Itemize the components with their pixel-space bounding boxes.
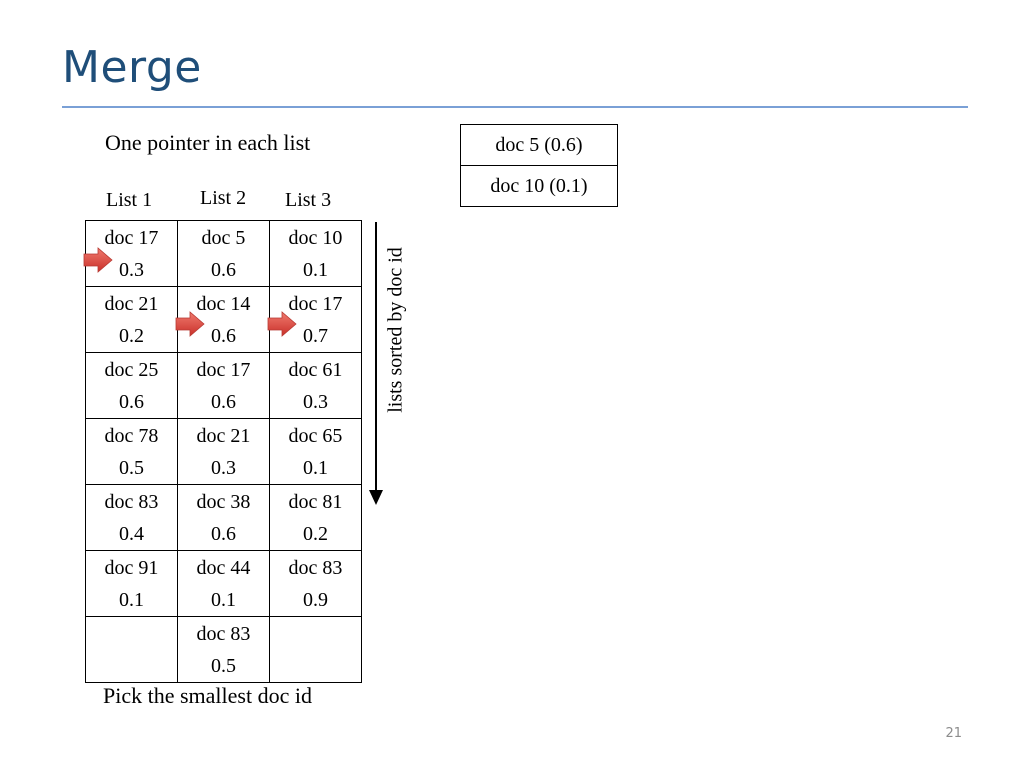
page-number: 21	[945, 726, 962, 741]
doc-id: doc 17	[104, 227, 159, 249]
list-3-cell	[270, 419, 362, 485]
result-item: doc 10 (0.1)	[461, 166, 618, 207]
doc-id: doc 17	[196, 359, 251, 381]
list-1-cell	[86, 419, 178, 485]
list-2-cell	[178, 617, 270, 683]
result-row	[461, 166, 618, 207]
posting-lists-table	[85, 220, 362, 683]
doc-id: doc 5	[201, 227, 246, 249]
doc-score: 0.5	[211, 655, 236, 677]
list-row	[86, 353, 362, 419]
list-1-cell	[86, 551, 178, 617]
list-2-cell	[178, 551, 270, 617]
doc-id: doc 78	[104, 425, 159, 447]
doc-id: doc 65	[288, 425, 343, 447]
doc-score: 0.1	[211, 589, 236, 611]
doc-id: doc 21	[196, 425, 251, 447]
doc-id: doc 25	[104, 359, 159, 381]
doc-score: 0.2	[119, 325, 144, 347]
doc-score: 0.1	[303, 259, 328, 281]
doc-id: doc 14	[196, 293, 251, 315]
result-list	[460, 124, 618, 207]
list-3-cell	[270, 221, 362, 287]
list-2-pointer-arrow-icon	[175, 311, 205, 337]
list-3-pointer-arrow-icon	[267, 311, 297, 337]
doc-score: 0.4	[119, 523, 144, 545]
list-3-cell	[270, 551, 362, 617]
slide-title: Merge	[62, 42, 202, 93]
list-1-cell	[86, 617, 178, 683]
doc-score: 0.3	[303, 391, 328, 413]
list-2-cell	[178, 353, 270, 419]
result-row	[461, 125, 618, 166]
doc-score: 0.1	[303, 457, 328, 479]
doc-id: doc 38	[196, 491, 251, 513]
doc-id: doc 10	[288, 227, 343, 249]
sorted-note: lists sorted by doc id	[384, 247, 407, 413]
doc-id: doc 83	[196, 623, 251, 645]
list-row	[86, 419, 362, 485]
list-3-cell	[270, 617, 362, 683]
list-2-cell	[178, 221, 270, 287]
result-item: doc 5 (0.6)	[461, 125, 618, 166]
doc-score: 0.6	[211, 259, 236, 281]
list-1-pointer-arrow-icon	[83, 247, 113, 273]
doc-score: 0.9	[303, 589, 328, 611]
list-row	[86, 551, 362, 617]
list-row	[86, 617, 362, 683]
doc-id: doc 17	[288, 293, 343, 315]
caption-top: One pointer in each list	[105, 130, 311, 155]
doc-id: doc 91	[104, 557, 159, 579]
doc-id: doc 44	[196, 557, 251, 579]
list-1-header: List 1	[106, 189, 153, 211]
doc-score: 0.5	[119, 457, 144, 479]
list-1-cell	[86, 287, 178, 353]
list-row	[86, 287, 362, 353]
list-row	[86, 221, 362, 287]
sort-direction-arrow-icon	[366, 222, 386, 506]
doc-score: 0.6	[211, 325, 236, 347]
doc-id: doc 83	[288, 557, 343, 579]
list-1-cell	[86, 353, 178, 419]
list-3-cell	[270, 353, 362, 419]
doc-score: 0.1	[119, 589, 144, 611]
doc-id: doc 21	[104, 293, 159, 315]
list-2-cell	[178, 485, 270, 551]
list-1-cell	[86, 485, 178, 551]
title-divider	[62, 106, 968, 108]
doc-score: 0.6	[211, 391, 236, 413]
caption-bottom: Pick the smallest doc id	[103, 683, 312, 708]
doc-score: 0.3	[119, 259, 144, 281]
doc-score: 0.7	[303, 325, 328, 347]
list-3-header: List 3	[285, 189, 332, 211]
doc-score: 0.3	[211, 457, 236, 479]
doc-id: doc 81	[288, 491, 343, 513]
list-3-cell	[270, 485, 362, 551]
doc-score: 0.6	[211, 523, 236, 545]
list-2-header: List 2	[200, 187, 247, 209]
doc-id: doc 83	[104, 491, 159, 513]
doc-score: 0.2	[303, 523, 328, 545]
list-2-cell	[178, 419, 270, 485]
doc-id: doc 61	[288, 359, 343, 381]
list-row	[86, 485, 362, 551]
doc-score: 0.6	[119, 391, 144, 413]
